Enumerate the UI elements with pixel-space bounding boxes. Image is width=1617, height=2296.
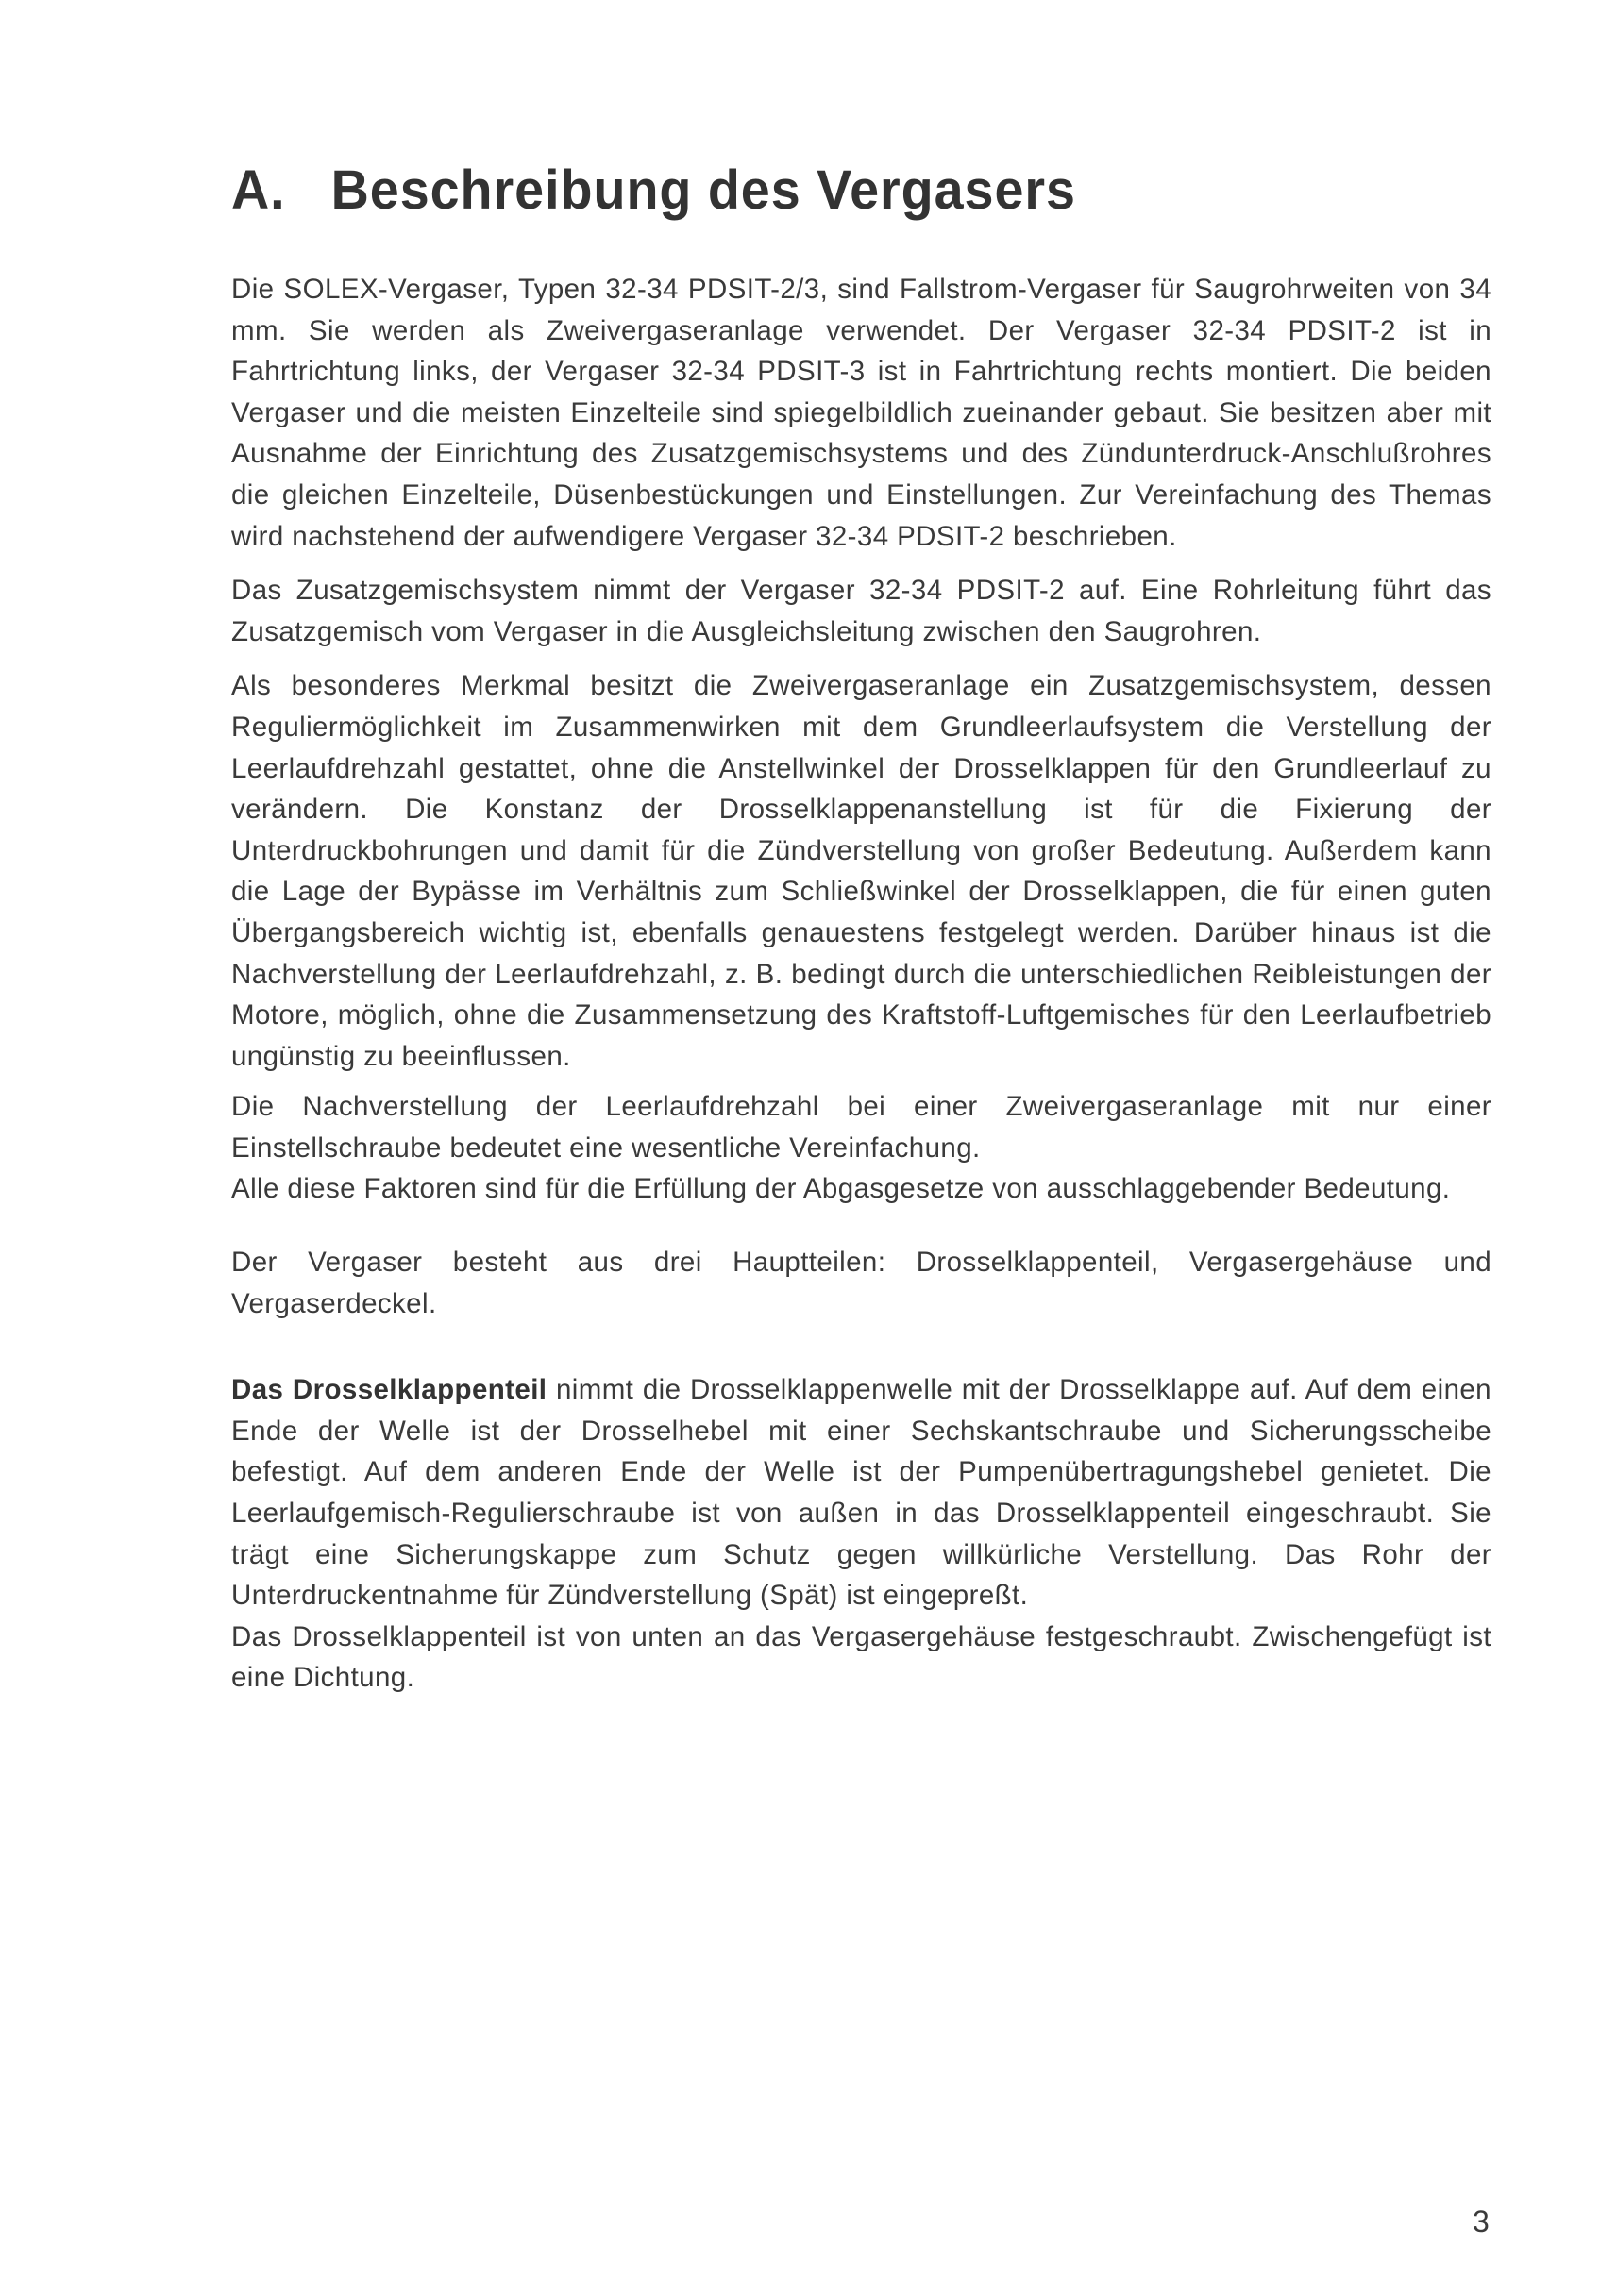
paragraph-abgasgesetze: Alle diese Faktoren sind für die Erfüllung der Abgasgesetze von ausschlaggebender Bedeutung. (231, 1173, 1451, 1205)
paragraph-hauptteile: Der Vergaser besteht aus drei Hauptteilen: Drosselklappenteil, Vergasergehäuse und Vergaserdeckel. (231, 1247, 1491, 1319)
paragraph-drosselklappenteil-text: nimmt die Drosselklappenwelle mit der Drosselklappe auf. Auf dem einen Ende der Welle ist der Drosselhebel mit einer Sechskantschraube und Sicherungsscheibe befestigt. Auf dem anderen Ende der Welle ist der Pumpenübertragungshebel genietet. Die Leerlaufgemisch-Regulierschraube ist von außen in das Drosselklappenteil eingeschraubt. Sie trägt eine Sicherungskappe zum Schutz gegen willkürliche Verstellung. Das Rohr der Unterdruckentnahme für Zündverstellung (Spät) ist eingepreßt. (231, 1374, 1491, 1612)
paragraph-zusatzgemisch: Das Zusatzgemischsystem nimmt der Vergaser 32-34 PDSIT-2 auf. Eine Rohrleitung führt das Zusatzgemisch vom Vergaser in die Ausgleichsleitung zwischen den Saugrohren. (231, 575, 1491, 647)
section-title: Beschreibung des Vergasers (330, 159, 1076, 221)
paragraph-dichtung: Das Drosselklappenteil ist von unten an das Vergasergehäuse festgeschraubt. Zwischengefügt ist eine Dichtung. (231, 1620, 1491, 1694)
page-number: 3 (1473, 2204, 1490, 2238)
document-body (231, 269, 1491, 1699)
paragraph-lead-bold: Das Drosselklappenteil (231, 1374, 547, 1406)
paragraph-merkmal: Als besonderes Merkmal besitzt die Zweivergaseranlage ein Zusatzgemischsystem, dessen Reguliermöglichkeit im Zusammenwirken mit dem Grundleerlaufsystem die Verstellung der Leerlaufdrehzahl gestattet, ohne die Anstellwinkel der Drosselklappen für den Grundleerlauf zu verändern. Die Konstanz der Drosselklappenanstellung ist für die Fixierung der Unterdruckbohrungen und damit für die Zündverstellung von großer Bedeutung. Außerdem kann die Lage der Bypässe im Verhältnis zum Schließwinkel der Drosselklappen, die für einen guten Übergangsbereich wichtig ist, ebenfalls genauestens festgelegt werden. Darüber hinaus ist die Nachverstellung der Leerlaufdrehzahl, z. B. bedingt durch die unterschiedlichen Reibleistungen der Motore, möglich, ohne die Zusammensetzung des Kraftstoff-Luftgemisches für den Leerlaufbetrieb ungünstig zu beeinflussen. (231, 670, 1491, 1072)
paragraph-drosselklappenteil (231, 1369, 1491, 1617)
paragraph-nachverstellung: Die Nachverstellung der Leerlaufdrehzahl bei einer Zweivergaseranlage mit nur einer Einstellschraube bedeutet eine wesentliche Vereinfachung. (231, 1091, 1491, 1164)
section-heading (231, 159, 1076, 222)
section-number: A. (231, 159, 286, 221)
paragraph-intro: Die SOLEX-Vergaser, Typen 32-34 PDSIT-2/3, sind Fallstrom-Vergaser für Saugrohrweiten von 34 mm. Sie werden als Zweivergaseranlage verwendet. Der Vergaser 32-34 PDSIT-2 ist in Fahrtrichtung links, der Vergaser 32-34 PDSIT-3 ist in Fahrtrichtung rechts montiert. Die beiden Vergaser und die meisten Einzelteile sind spiegelbildlich zueinander gebaut. Sie besitzen aber mit Ausnahme der Einrichtung des Zusatzgemischsystems und des Zündunterdruck-Anschlußrohres die gleichen Einzelteile, Düsenbestückungen und Einstellungen. Zur Vereinfachung des Themas wird nachstehend der aufwendigere Vergaser 32-34 PDSIT-2 beschrieben. (231, 274, 1491, 552)
